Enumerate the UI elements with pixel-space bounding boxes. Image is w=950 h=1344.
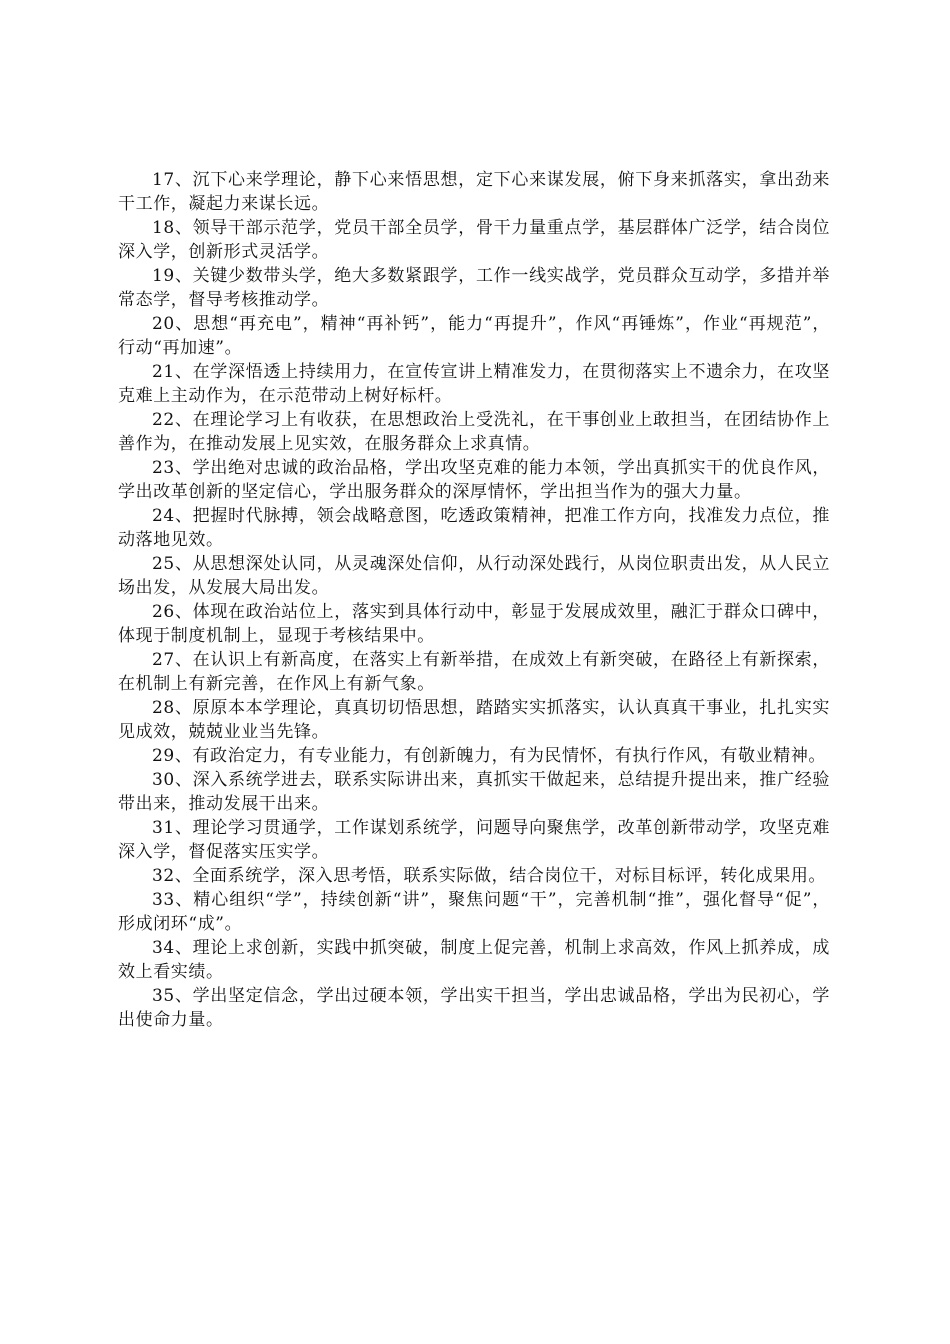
paragraph-24: 24、把握时代脉搏，领会战略意图，吃透政策精神，把准工作方向，找准发力点位，推动落地见效。	[118, 506, 830, 550]
paragraph-22: 22、在理论学习上有收获，在思想政治上受洗礼，在干事创业上敢担当，在团结协作上善作为，在推动发展上见实效，在服务群众上求真情。	[118, 410, 830, 454]
paragraph-33: 33、精心组织“学”，持续创新“讲”，聚焦问题“干”，完善机制“推”，强化督导“促”，形成闭环“成”。	[118, 890, 830, 934]
paragraph-35: 35、学出坚定信念，学出过硬本领，学出实干担当，学出忠诚品格，学出为民初心，学出使命力量。	[118, 986, 830, 1030]
paragraph-30: 30、深入系统学进去，联系实际讲出来，真抓实干做起来，总结提升提出来，推广经验带出来，推动发展干出来。	[118, 770, 830, 814]
paragraph-19: 19、关键少数带头学，绝大多数紧跟学，工作一线实战学，党员群众互动学，多措并举常态学，督导考核推动学。	[118, 266, 830, 310]
paragraph-29: 29、有政治定力，有专业能力，有创新魄力，有为民情怀，有执行作风，有敬业精神。	[152, 746, 827, 766]
paragraph-20: 20、思想“再充电”，精神“再补钙”，能力“再提升”，作风“再锤炼”，作业“再规范”，行动“再加速”。	[118, 314, 830, 358]
paragraph-32: 32、全面系统学，深入思考悟，联系实际做，结合岗位干，对标目标评，转化成果用。	[152, 866, 827, 886]
paragraph-34: 34、理论上求创新，实践中抓突破，制度上促完善，机制上求高效，作风上抓养成，成效上看实绩。	[118, 938, 830, 982]
paragraph-26: 26、体现在政治站位上，落实到具体行动中，彰显于发展成效里，融汇于群众口碑中，体现于制度机制上，显现于考核结果中。	[118, 602, 830, 646]
paragraph-21: 21、在学深悟透上持续用力，在宣传宣讲上精准发力，在贯彻落实上不遗余力，在攻坚克难上主动作为，在示范带动上树好标杆。	[118, 362, 830, 406]
paragraph-23: 23、学出绝对忠诚的政治品格，学出攻坚克难的能力本领，学出真抓实干的优良作风，学出改革创新的坚定信心，学出服务群众的深厚情怀，学出担当作为的强大力量。	[118, 458, 830, 502]
paragraph-18: 18、领导干部示范学，党员干部全员学，骨干力量重点学，基层群体广泛学，结合岗位深入学，创新形式灵活学。	[118, 218, 830, 262]
paragraph-28: 28、原原本本学理论，真真切切悟思想，踏踏实实抓落实，认认真真干事业，扎扎实实见成效，兢兢业业当先锋。	[118, 698, 830, 742]
paragraph-25: 25、从思想深处认同，从灵魂深处信仰，从行动深处践行，从岗位职责出发，从人民立场出发，从发展大局出发。	[118, 554, 830, 598]
paragraph-17: 17、沉下心来学理论，静下心来悟思想，定下心来谋发展，俯下身来抓落实，拿出劲来干工作，凝起力来谋长远。	[118, 170, 830, 214]
paragraph-31: 31、理论学习贯通学，工作谋划系统学，问题导向聚焦学，改革创新带动学，攻坚克难深入学，督促落实压实学。	[118, 818, 830, 862]
paragraph-27: 27、在认识上有新高度，在落实上有新举措，在成效上有新突破，在路径上有新探索，在机制上有新完善，在作风上有新气象。	[118, 650, 830, 694]
document-body	[118, 168, 830, 1032]
